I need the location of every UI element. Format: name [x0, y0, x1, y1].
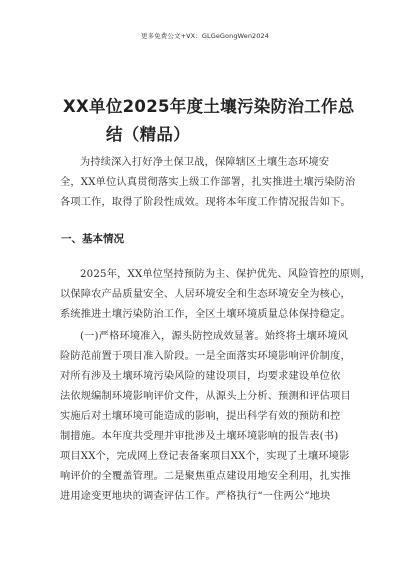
intro-paragraph [60, 153, 360, 213]
subsection-line: 法依规编制环境影响评价文件，从源头上分析、预测和评估项目 [60, 391, 351, 402]
document-title [40, 93, 370, 149]
section1-line: 以保障农产品质量安全、人居环境安全和生态环境安全为核心， [60, 289, 351, 300]
section1-line: 系统推进土壤污染防治工作，全区土壤环境质量总体保持稳定。 [60, 309, 351, 320]
section-heading: 一、基本情况 [61, 233, 124, 245]
title-line-2: 结（精品） [106, 125, 190, 144]
intro-line: 各项工作，取得了阶段性成效。现将本年度工作情况报告如下。 [60, 197, 351, 208]
title-line-1: XX单位2025年度土壤污染防治工作总 [63, 97, 355, 116]
subsection-paragraph [60, 327, 360, 507]
subsection-line: 响评价的全覆盖管理。二是聚焦重点建设用地安全利用，扎实推 [60, 471, 351, 482]
intro-line: 全，XX单位认真贯彻落实上级工作部署，扎实推进土壤污染防治 [60, 177, 356, 188]
subsection-line: 制措施。本年度共受理并审批涉及土壤环境影响的报告表(书) [60, 431, 339, 442]
header-note: 更多免费公文+VX：GLGeGongWen2024 [140, 32, 269, 40]
subsection-line: 项目XX个，完成网上登记表备案项目XX个，实现了土壤环境影 [60, 451, 350, 462]
subsection-line: 实施后对土壤环境可能造成的影响，提出科学有效的预防和控 [60, 411, 341, 422]
subsection-line: 对所有涉及土壤环境污染风险的建设项目，均要求建设单位依 [60, 371, 341, 382]
section1-paragraph [60, 265, 371, 325]
subsection-line: 险防范前置于项目准入阶段。一是全面落实环境影响评价制度， [60, 351, 351, 362]
subsection-line: (一)严格环境准入，源头防控成效显著。始终将土壤环境风 [80, 331, 349, 342]
subsection-line: 进用途变更地块的调查评估工作。严格执行“一住两公”地块 [60, 491, 331, 502]
intro-line: 为持续深入打好净土保卫战，保障辖区土壤生态环境安 [80, 157, 330, 168]
section1-line: 2025年，XX单位坚持预防为主、保护优先、风险管控的原则， [80, 269, 371, 280]
